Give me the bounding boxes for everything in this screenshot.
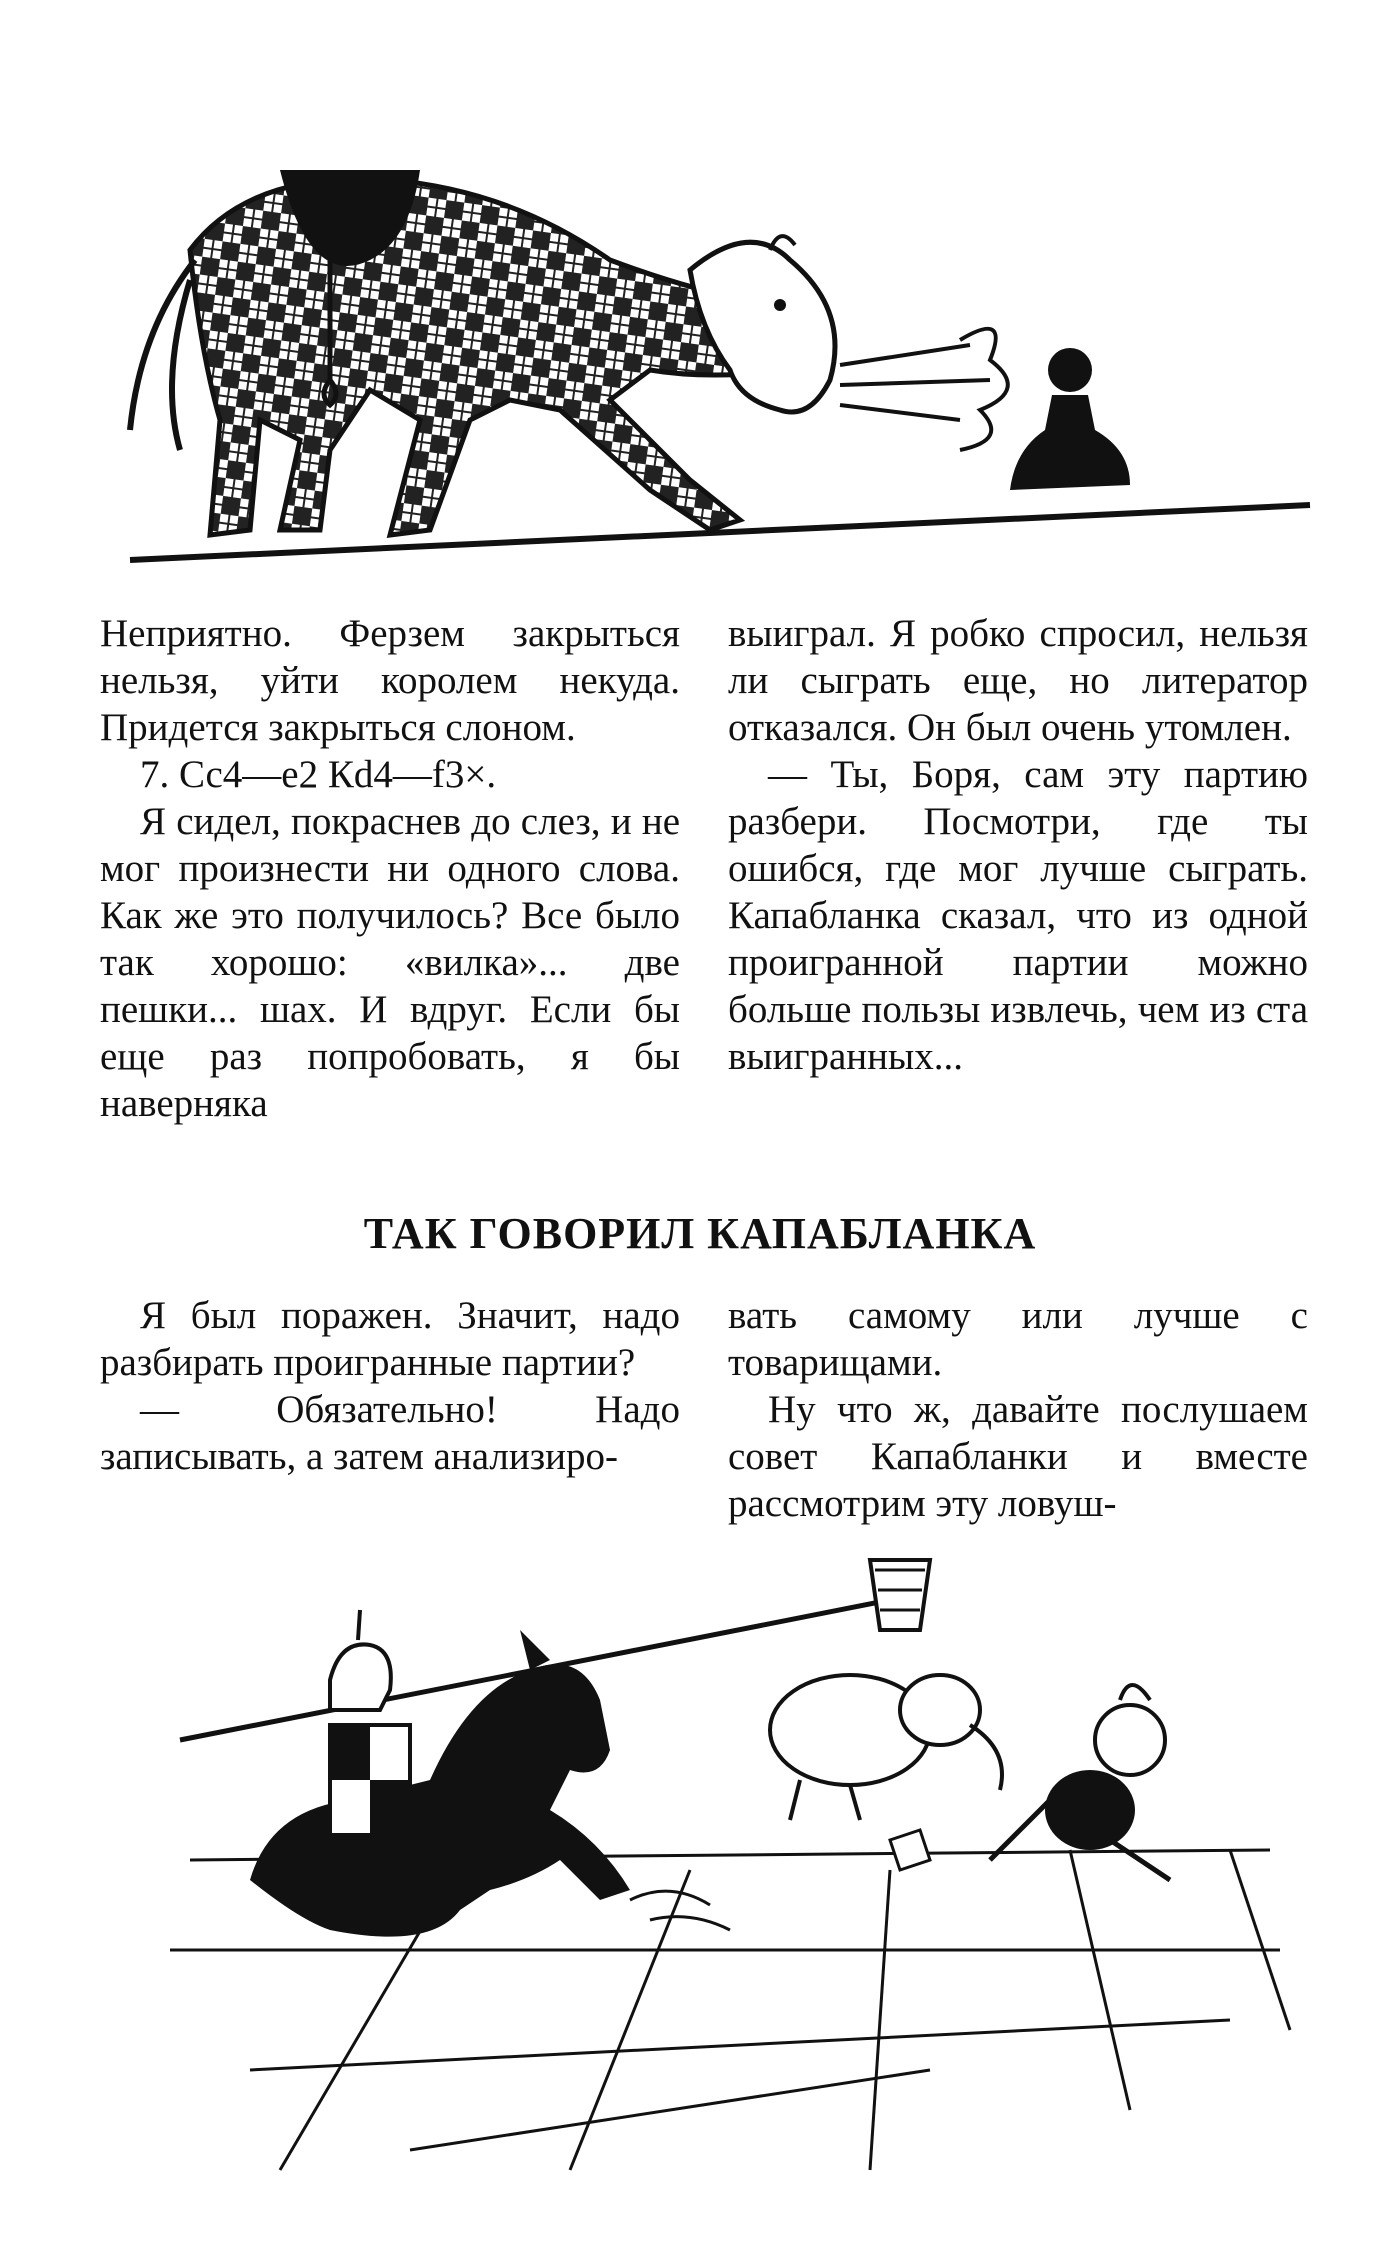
right-column-top	[728, 610, 1308, 1080]
section-heading: ТАК ГОВОРИЛ КАПАБЛАНКА	[363, 1209, 1037, 1258]
right-column-bottom	[728, 1292, 1308, 1527]
horse-blowing-at-pawn-icon	[90, 150, 1330, 570]
paragraph: выиграл. Я робко спросил, нельзя ли сыграть еще, но литератор отказался. Он был очень утомлен.	[728, 612, 1308, 749]
paragraph: вать самому или лучше с товарищами.	[728, 1294, 1308, 1384]
knight-jousting-pieces-icon	[130, 1550, 1310, 2190]
left-column-top	[100, 610, 680, 1127]
paragraph: Неприятно. Ферзем закрыться нельзя, уйти королем некуда. Придется закрыться слоном.	[100, 612, 680, 749]
paragraph: Ну что ж, давайте послушаем совет Капабланки и вместе рассмотрим эту ловуш-	[728, 1388, 1308, 1525]
left-column-bottom	[100, 1292, 680, 1480]
paragraph: — Ты, Боря, сам эту партию разбери. Посмотри, где ты ошибся, где мог лучше сыграть. Капабланка сказал, что из одной проигранной партии можно больше пользы извлечь, чем из ста выигранных...	[728, 753, 1308, 1078]
chess-move: 7. Сс4—е2 Кd4—f3×.	[140, 753, 497, 796]
paragraph: Я был поражен. Значит, надо разбирать проигранные партии?	[100, 1294, 680, 1384]
paragraph: — Обязательно! Надо записывать, а затем анализиро-	[100, 1388, 680, 1478]
paragraph: Я сидел, покраснев до слез, и не мог произнести ни одного слова. Как же это получилось? Все было так хорошо: «вилка»... две пешки... шах. И вдруг. Если бы еще раз попробовать, я бы наверняка	[100, 800, 680, 1125]
